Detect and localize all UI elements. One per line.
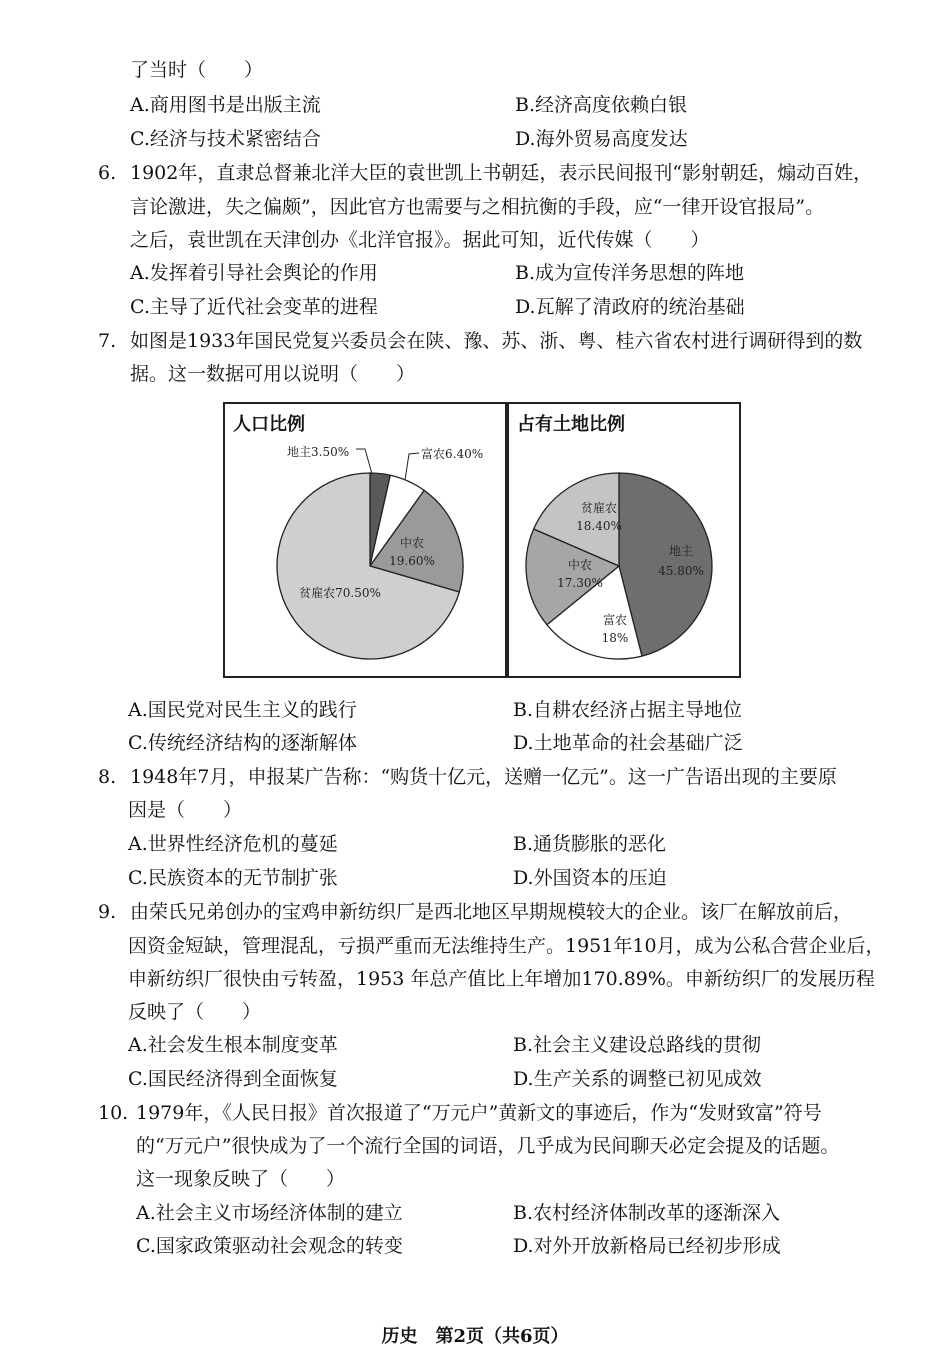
land-label-landlord: 地主	[668, 544, 694, 558]
q7-stem-line: 据。这一数据可用以说明（ ）	[130, 363, 416, 385]
q5-option-b: B.经济高度依赖白银	[515, 94, 688, 116]
population-label-rich-peasant: 富农6.40%	[421, 447, 484, 461]
population-chart	[223, 402, 507, 678]
population-label-poor-peasant: 贫雇农70.50%	[299, 586, 381, 600]
q6-stem-line: 言论激进，失之偏颇”，因此官方也需要与之相抗衡的手段，应“一律开设官报局”。	[130, 196, 825, 218]
q10-option-b: B.农村经济体制改革的逐渐深入	[513, 1202, 781, 1224]
q7-option-b: B.自耕农经济占据主导地位	[513, 699, 743, 721]
q9-option-c: C.国民经济得到全面恢复	[128, 1068, 338, 1090]
q9-stem-line: 因资金短缺，管理混乱，亏损严重而无法维持生产。1951年10月，成为公私合营企业后，	[128, 935, 885, 957]
q8-option-d: D.外国资本的压迫	[513, 867, 667, 889]
population-value-middle-peasant: 19.60%	[389, 554, 435, 568]
q9-option-d: D.生产关系的调整已初见成效	[513, 1068, 762, 1090]
q10-number: 10.	[98, 1102, 129, 1124]
q8-option-c: C.民族资本的无节制扩张	[128, 867, 338, 889]
q10-option-d: D.对外开放新格局已经初步形成	[513, 1235, 781, 1257]
land-pie	[509, 404, 739, 676]
land-chart	[507, 402, 741, 678]
q6-option-c: C.主导了近代社会变革的进程	[130, 296, 378, 318]
land-chart-title: 占有土地比例	[517, 414, 625, 435]
q5-stem: 了当时（ ）	[130, 59, 264, 81]
q8-option-b: B.通货膨胀的恶化	[513, 833, 667, 855]
q7-number: 7.	[98, 330, 117, 352]
q5-option-d: D.海外贸易高度发达	[515, 128, 688, 150]
q9-option-a: A.社会发生根本制度变革	[128, 1034, 338, 1056]
population-chart-title: 人口比例	[233, 414, 305, 435]
q10-option-c: C.国家政策驱动社会观念的转变	[136, 1235, 403, 1257]
land-label-rich-peasant: 富农	[602, 613, 628, 627]
page-footer: 历史 第2页（共6页）	[381, 1326, 569, 1347]
population-label-landlord: 地主3.50%	[287, 445, 350, 459]
population-leader-line	[356, 449, 372, 474]
q7-option-d: D.土地革命的社会基础广泛	[513, 732, 743, 754]
q8-option-a: A.世界性经济危机的蔓延	[128, 833, 338, 855]
land-value-rich-peasant: 18%	[601, 631, 629, 645]
q6-stem-line: 1902年，直隶总督兼北洋大臣的袁世凯上书朝廷，表示民间报刊“影射朝廷，煽动百姓，	[130, 162, 873, 184]
q9-option-b: B.社会主义建设总路线的贯彻	[513, 1034, 762, 1056]
q8-stem-line: 1948年7月，申报某广告称：“购货十亿元，送赠一亿元”。这一广告语出现的主要原	[130, 766, 837, 788]
q7-stem-line: 如图是1933年国民党复兴委员会在陕、豫、苏、浙、粤、桂六省农村进行调研得到的数	[130, 330, 863, 352]
q9-stem-line: 反映了（ ）	[128, 1001, 262, 1023]
q5-option-a: A.商用图书是出版主流	[130, 94, 321, 116]
land-label-middle-peasant: 中农	[567, 558, 593, 572]
q7-option-a: A.国民党对民生主义的践行	[128, 699, 357, 721]
q6-option-a: A.发挥着引导社会舆论的作用	[130, 262, 378, 284]
q10-stem-line: 的“万元户”很快成为了一个流行全国的词语，几乎成为民间聊天必定会提及的话题。	[136, 1135, 840, 1157]
population-pie	[225, 404, 505, 676]
q6-stem-line: 之后，袁世凯在天津创办《北洋官报》。据此可知，近代传媒（ ）	[130, 229, 710, 251]
land-label-poor-peasant: 贫雇农	[580, 501, 618, 515]
population-leader-line	[405, 453, 419, 480]
q9-stem-line: 由荣氏兄弟创办的宝鸡申新纺织厂是西北地区早期规模较大的企业。该厂在解放前后，	[130, 901, 853, 923]
q10-stem-line: 1979年，《人民日报》首次报道了“万元户”黄新文的事迹后，作为“发财致富”符号	[136, 1102, 822, 1124]
q10-option-a: A.社会主义市场经济体制的建立	[136, 1202, 403, 1224]
population-label-middle-peasant: 中农	[399, 536, 425, 550]
q8-stem-line: 因是（ ）	[128, 799, 243, 821]
q6-option-d: D.瓦解了清政府的统治基础	[515, 296, 745, 318]
q10-stem-line: 这一现象反映了（ ）	[136, 1168, 346, 1190]
q6-number: 6.	[98, 162, 117, 184]
land-value-middle-peasant: 17.30%	[557, 576, 603, 590]
q8-number: 8.	[98, 766, 117, 788]
q7-option-c: C.传统经济结构的逐渐解体	[128, 732, 357, 754]
land-value-poor-peasant: 18.40%	[576, 519, 622, 533]
land-value-landlord: 45.80%	[658, 564, 704, 578]
q9-number: 9.	[98, 901, 117, 923]
q5-option-c: C.经济与技术紧密结合	[130, 128, 321, 150]
q9-stem-line: 申新纺织厂很快由亏转盈，1953 年总产值比上年增加170.89%。申新纺织厂的发展历程	[128, 968, 875, 990]
q6-option-b: B.成为宣传洋务思想的阵地	[515, 262, 745, 284]
